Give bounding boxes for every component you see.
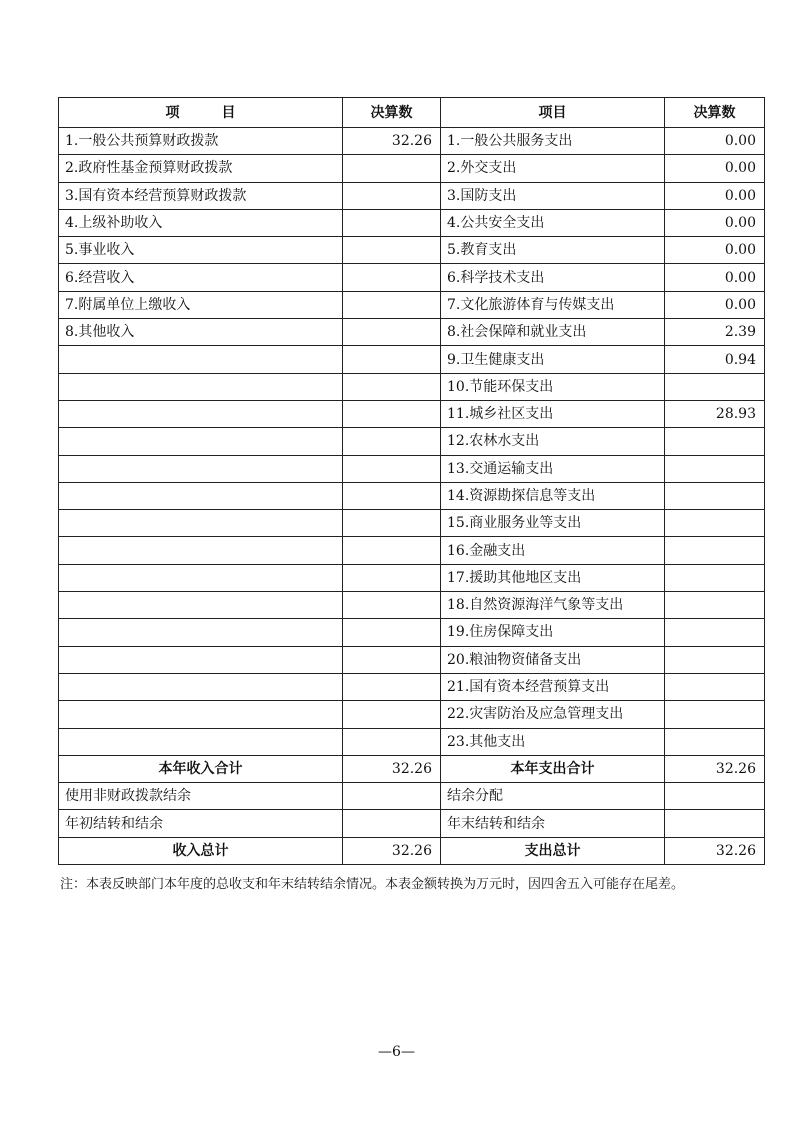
expense-item-cell: 支出总计	[441, 837, 665, 864]
income-item-cell: 收入总计	[59, 837, 343, 864]
expense-item-cell: 年末结转和结余	[441, 810, 665, 837]
expense-amount-cell	[665, 783, 765, 810]
table-header-row	[59, 98, 765, 128]
expense-item-cell: 20.粮油物资储备支出	[441, 646, 665, 673]
income-amount-cell: 32.26	[343, 128, 441, 155]
income-amount-cell	[343, 728, 441, 755]
table-row	[59, 673, 765, 700]
table-row	[59, 400, 765, 427]
expense-amount-cell: 28.93	[665, 400, 765, 427]
income-item-cell: 8.其他收入	[59, 319, 343, 346]
income-amount-cell	[343, 646, 441, 673]
income-amount-cell	[343, 592, 441, 619]
income-amount-cell	[343, 510, 441, 537]
income-amount-cell	[343, 346, 441, 373]
income-item-cell	[59, 482, 343, 509]
header-income-amount: 决算数	[343, 98, 441, 128]
table-row	[59, 537, 765, 564]
table-row	[59, 237, 765, 264]
expense-item-cell: 1.一般公共服务支出	[441, 128, 665, 155]
income-item-cell	[59, 373, 343, 400]
income-amount-cell	[343, 619, 441, 646]
expense-item-cell: 7.文化旅游体育与传媒支出	[441, 291, 665, 318]
income-item-cell: 3.国有资本经营预算财政拨款	[59, 182, 343, 209]
income-item-cell	[59, 346, 343, 373]
page-number: —6—	[378, 1044, 415, 1060]
table-row	[59, 510, 765, 537]
expense-item-cell: 10.节能环保支出	[441, 373, 665, 400]
income-amount-cell	[343, 182, 441, 209]
expense-item-cell: 18.自然资源海洋气象等支出	[441, 592, 665, 619]
income-item-cell	[59, 619, 343, 646]
income-item-cell: 使用非财政拨款结余	[59, 783, 343, 810]
income-item-cell: 1.一般公共预算财政拨款	[59, 128, 343, 155]
expense-item-cell: 11.城乡社区支出	[441, 400, 665, 427]
expense-amount-cell	[665, 564, 765, 591]
income-item-cell: 年初结转和结余	[59, 810, 343, 837]
expense-amount-cell	[665, 673, 765, 700]
income-amount-cell: 32.26	[343, 755, 441, 782]
expense-item-cell: 15.商业服务业等支出	[441, 510, 665, 537]
table-row	[59, 182, 765, 209]
table-row	[59, 291, 765, 318]
income-amount-cell	[343, 564, 441, 591]
expense-item-cell: 本年支出合计	[441, 755, 665, 782]
expense-amount-cell	[665, 701, 765, 728]
income-item-cell	[59, 646, 343, 673]
income-item-cell	[59, 510, 343, 537]
expense-amount-cell	[665, 455, 765, 482]
income-amount-cell	[343, 783, 441, 810]
income-amount-cell	[343, 482, 441, 509]
expense-amount-cell	[665, 510, 765, 537]
income-item-cell	[59, 728, 343, 755]
expense-amount-cell: 0.00	[665, 209, 765, 236]
income-item-cell: 4.上级补助收入	[59, 209, 343, 236]
income-item-cell	[59, 537, 343, 564]
income-item-cell: 本年收入合计	[59, 755, 343, 782]
table-row	[59, 728, 765, 755]
expense-amount-cell: 0.00	[665, 155, 765, 182]
expense-item-cell: 4.公共安全支出	[441, 209, 665, 236]
table-row	[59, 619, 765, 646]
expense-item-cell: 12.农林水支出	[441, 428, 665, 455]
table-row	[59, 646, 765, 673]
expense-item-cell: 21.国有资本经营预算支出	[441, 673, 665, 700]
table-row	[59, 592, 765, 619]
expense-item-cell: 17.援助其他地区支出	[441, 564, 665, 591]
income-item-cell	[59, 673, 343, 700]
income-expense-table	[58, 97, 765, 865]
expense-amount-cell	[665, 728, 765, 755]
table-row	[59, 373, 765, 400]
annual-total-row	[59, 755, 765, 782]
expense-amount-cell: 32.26	[665, 755, 765, 782]
expense-amount-cell	[665, 482, 765, 509]
table-footnote: 注：本表反映部门本年度的总收支和年末结转结余情况。本表金额转换为万元时，因四舍五入可能存在尾差。	[60, 877, 685, 892]
table-row	[59, 128, 765, 155]
income-amount-cell	[343, 455, 441, 482]
table-row	[59, 209, 765, 236]
income-amount-cell	[343, 701, 441, 728]
table-row	[59, 564, 765, 591]
income-amount-cell	[343, 673, 441, 700]
header-income-item: 项目	[59, 98, 343, 128]
table-row	[59, 155, 765, 182]
table-row	[59, 319, 765, 346]
income-amount-cell: 32.26	[343, 837, 441, 864]
balance-row	[59, 783, 765, 810]
table-row	[59, 346, 765, 373]
header-expense-amount: 决算数	[665, 98, 765, 128]
expense-amount-cell: 0.00	[665, 291, 765, 318]
income-amount-cell	[343, 291, 441, 318]
expense-amount-cell: 0.94	[665, 346, 765, 373]
expense-amount-cell: 32.26	[665, 837, 765, 864]
income-amount-cell	[343, 237, 441, 264]
expense-amount-cell	[665, 810, 765, 837]
expense-amount-cell	[665, 592, 765, 619]
expense-item-cell: 22.灾害防治及应急管理支出	[441, 701, 665, 728]
expense-amount-cell	[665, 373, 765, 400]
income-amount-cell	[343, 155, 441, 182]
expense-item-cell: 5.教育支出	[441, 237, 665, 264]
expense-amount-cell	[665, 428, 765, 455]
income-item-cell: 2.政府性基金预算财政拨款	[59, 155, 343, 182]
expense-amount-cell: 0.00	[665, 128, 765, 155]
expense-item-cell: 19.住房保障支出	[441, 619, 665, 646]
income-item-cell: 7.附属单位上缴收入	[59, 291, 343, 318]
expense-item-cell: 3.国防支出	[441, 182, 665, 209]
expense-item-cell: 16.金融支出	[441, 537, 665, 564]
expense-item-cell: 6.科学技术支出	[441, 264, 665, 291]
expense-item-cell: 9.卫生健康支出	[441, 346, 665, 373]
expense-amount-cell: 0.00	[665, 237, 765, 264]
income-item-cell	[59, 701, 343, 728]
grand-total-row	[59, 837, 765, 864]
balance-row	[59, 810, 765, 837]
income-item-cell	[59, 564, 343, 591]
expense-amount-cell: 2.39	[665, 319, 765, 346]
table-row	[59, 455, 765, 482]
income-item-cell	[59, 592, 343, 619]
income-item-cell	[59, 428, 343, 455]
income-item-cell: 6.经营收入	[59, 264, 343, 291]
header-expense-item: 项目	[441, 98, 665, 128]
table-row	[59, 428, 765, 455]
expense-item-cell: 13.交通运输支出	[441, 455, 665, 482]
expense-item-cell: 结余分配	[441, 783, 665, 810]
expense-amount-cell: 0.00	[665, 264, 765, 291]
income-amount-cell	[343, 373, 441, 400]
income-item-cell	[59, 400, 343, 427]
expense-amount-cell	[665, 646, 765, 673]
income-item-cell: 5.事业收入	[59, 237, 343, 264]
table-row	[59, 264, 765, 291]
income-item-cell	[59, 455, 343, 482]
expense-item-cell: 2.外交支出	[441, 155, 665, 182]
expense-item-cell: 23.其他支出	[441, 728, 665, 755]
expense-amount-cell: 0.00	[665, 182, 765, 209]
table-row	[59, 482, 765, 509]
income-amount-cell	[343, 319, 441, 346]
expense-item-cell: 14.资源勘探信息等支出	[441, 482, 665, 509]
income-amount-cell	[343, 264, 441, 291]
income-amount-cell	[343, 428, 441, 455]
income-amount-cell	[343, 537, 441, 564]
income-amount-cell	[343, 810, 441, 837]
expense-item-cell: 8.社会保障和就业支出	[441, 319, 665, 346]
expense-amount-cell	[665, 537, 765, 564]
expense-amount-cell	[665, 619, 765, 646]
income-amount-cell	[343, 400, 441, 427]
table-row	[59, 701, 765, 728]
income-amount-cell	[343, 209, 441, 236]
